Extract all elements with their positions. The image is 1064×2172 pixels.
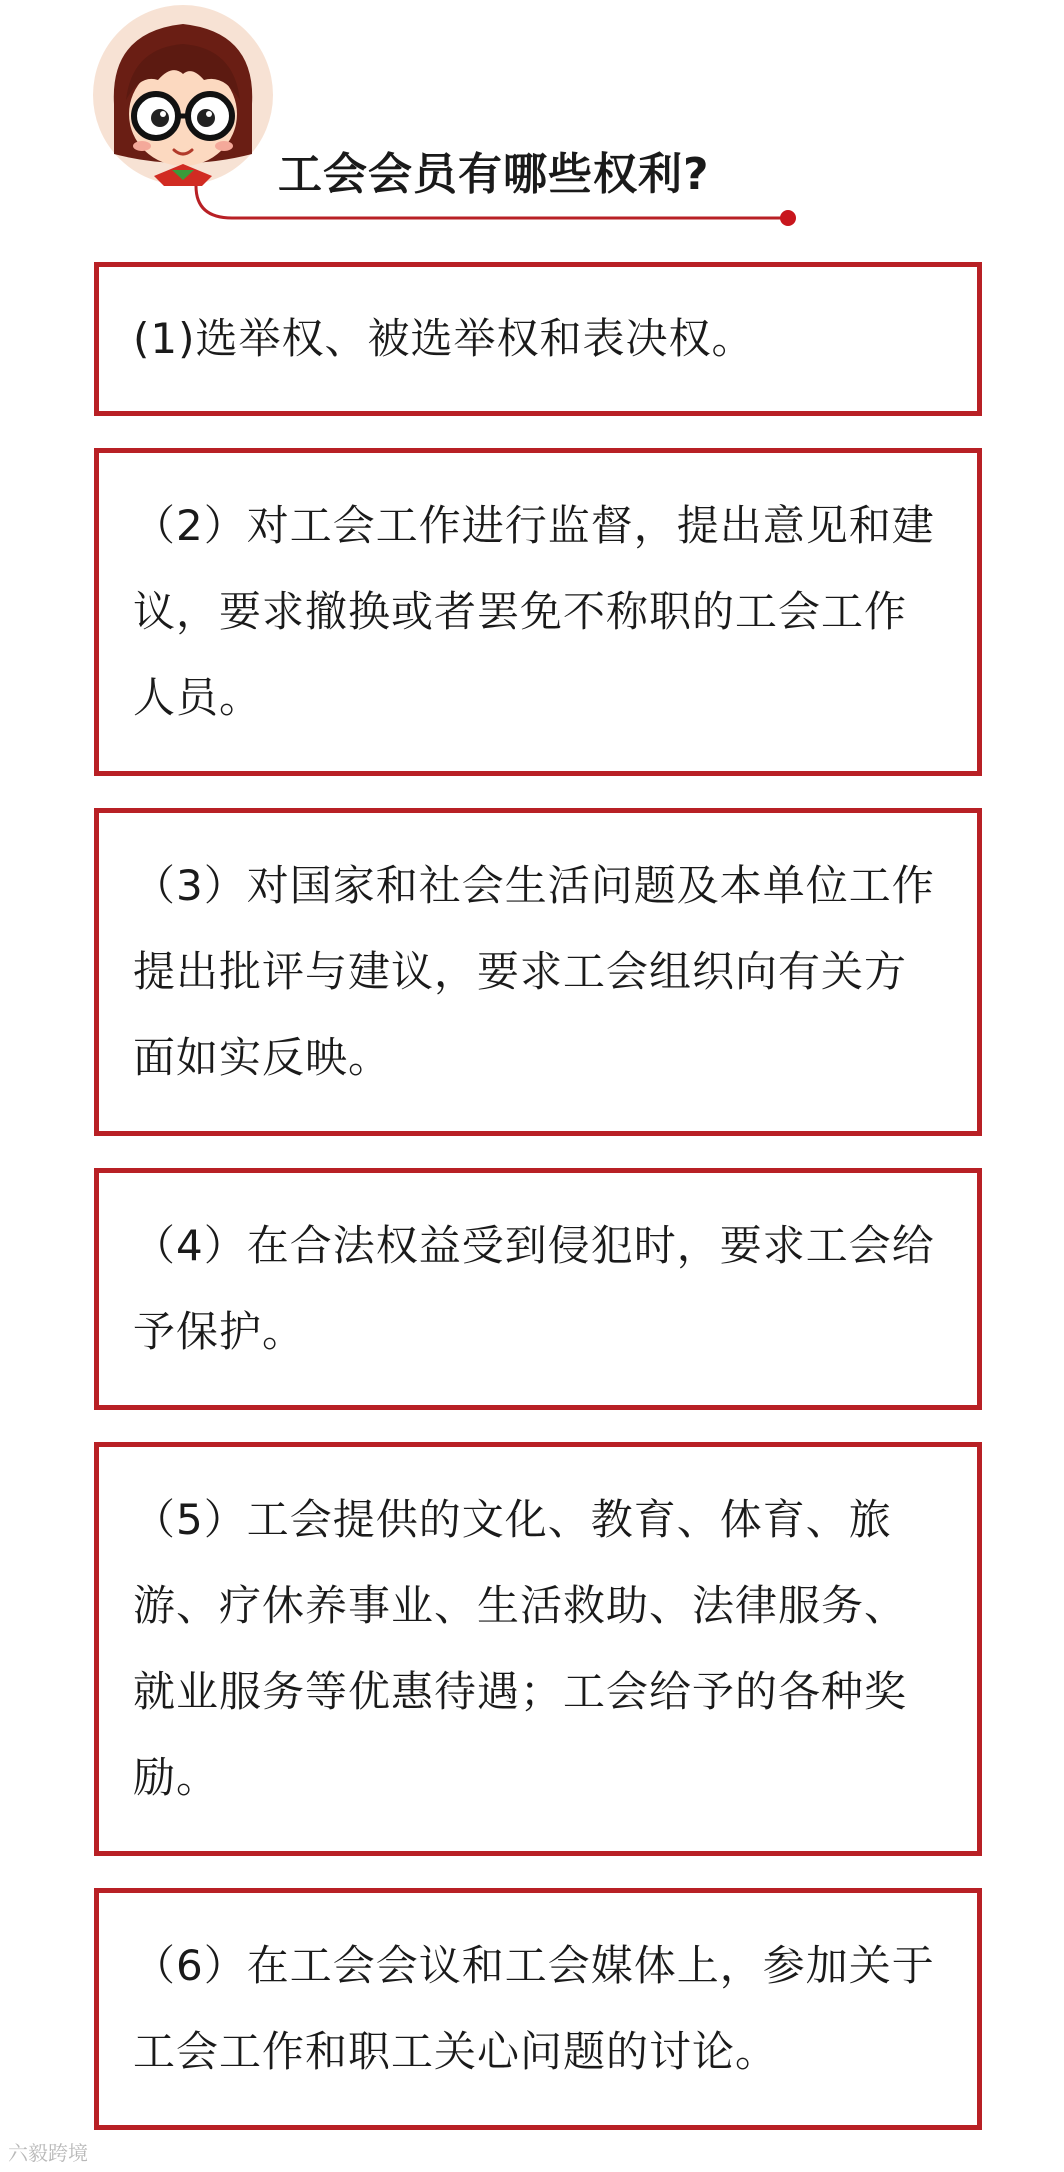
rights-item-4: [94, 1168, 982, 1410]
rights-item-5: [94, 1442, 982, 1856]
rights-item-1: [94, 262, 982, 416]
page-title: 工会会员有哪些权利?: [278, 149, 710, 200]
rights-item-text: （3）对国家和社会生活问题及本单位工作提出批评与建议，要求工会组织向有关方面如实反映。: [133, 861, 935, 1082]
rights-item-text: (1)选举权、被选举权和表决权。: [133, 314, 755, 363]
avatar-girl-icon: [92, 4, 274, 186]
rights-item-6: [94, 1888, 982, 2130]
rights-item-text: （2）对工会工作进行监督，提出意见和建议，要求撤换或者罢免不称职的工会工作人员。: [133, 501, 935, 722]
rights-item-text: （4）在合法权益受到侵犯时，要求工会给予保护。: [133, 1221, 935, 1356]
header: [0, 0, 1064, 240]
rights-item-text: （6）在工会会议和工会媒体上，参加关于工会工作和职工关心问题的讨论。: [133, 1941, 935, 2076]
rights-item-text: （5）工会提供的文化、教育、体育、旅游、疗休养事业、生活救助、法律服务、就业服务等优惠待遇；工会给予的各种奖励。: [133, 1495, 908, 1802]
watermark: 六毅跨境: [8, 2141, 88, 2165]
rights-item-3: [94, 808, 982, 1136]
rights-item-2: [94, 448, 982, 776]
